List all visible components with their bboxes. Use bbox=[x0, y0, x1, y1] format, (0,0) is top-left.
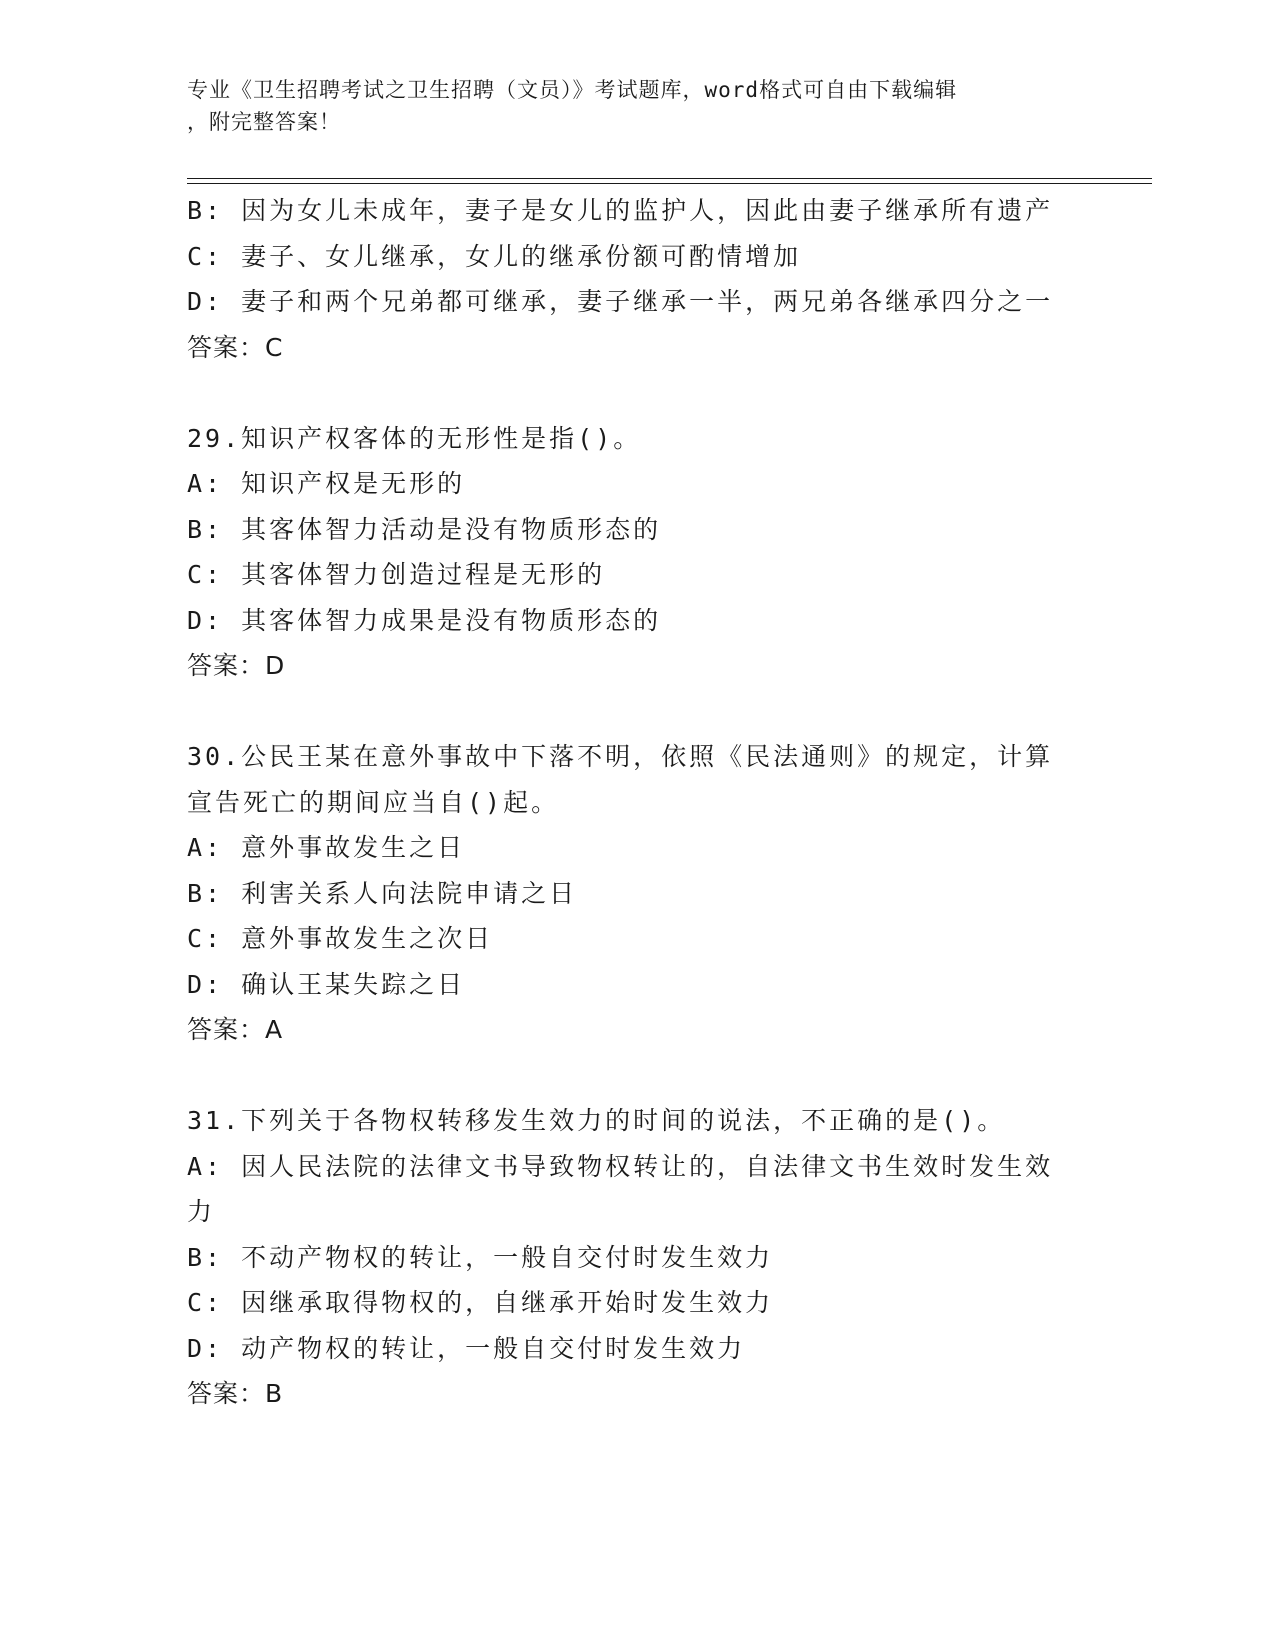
option-a-continued: 力 bbox=[187, 1197, 216, 1226]
question-29 bbox=[187, 416, 1087, 689]
question-stem-continued: 宣告死亡的期间应当自()起。 bbox=[187, 787, 560, 817]
option-c: C: 意外事故发生之次日 bbox=[187, 924, 494, 953]
question-stem: 31.下列关于各物权转移发生效力的时间的说法，不正确的是()。 bbox=[187, 1106, 1006, 1135]
option-b: B: 不动产物权的转让，一般自交付时发生效力 bbox=[187, 1242, 774, 1272]
option-b: B: 利害关系人向法院申请之日 bbox=[187, 878, 578, 908]
option-c: C: 因继承取得物权的，自继承开始时发生效力 bbox=[187, 1288, 774, 1317]
option-c: C: 妻子、女儿继承，女儿的继承份额可酌情增加 bbox=[187, 241, 802, 271]
option-d: D: 妻子和两个兄弟都可继承，妻子继承一半，两兄弟各继承四分之一 bbox=[187, 287, 1054, 316]
option-a: A: 知识产权是无形的 bbox=[187, 469, 466, 498]
header-rule-bottom bbox=[187, 183, 1152, 184]
option-d: D: 动产物权的转让，一般自交付时发生效力 bbox=[187, 1333, 746, 1363]
answer-line: 答案：A bbox=[187, 1015, 284, 1044]
answer-line: 答案：C bbox=[187, 332, 284, 362]
option-b: B: 因为女儿未成年，妻子是女儿的监护人，因此由妻子继承所有遗产 bbox=[187, 196, 1054, 225]
option-b: B: 其客体智力活动是没有物质形态的 bbox=[187, 514, 662, 544]
option-a: A: 因人民法院的法律文书导致物权转让的，自法律文书生效时发生效 bbox=[187, 1151, 1054, 1181]
question-30 bbox=[187, 734, 1087, 1053]
header-line-2: ，附完整答案！ bbox=[187, 110, 341, 134]
question-content bbox=[187, 188, 1087, 1417]
option-a: A: 意外事故发生之日 bbox=[187, 833, 466, 862]
spacer bbox=[187, 370, 1087, 416]
header-rule-top bbox=[187, 178, 1152, 179]
question-stem: 30.公民王某在意外事故中下落不明，依照《民法通则》的规定，计算 bbox=[187, 742, 1054, 771]
option-d: D: 其客体智力成果是没有物质形态的 bbox=[187, 605, 662, 635]
answer-line: 答案：D bbox=[187, 651, 286, 680]
answer-line: 答案：B bbox=[187, 1379, 284, 1408]
header-line-1: 专业《卫生招聘考试之卫生招聘（文员）》考试题库，word格式可自由下载编辑 bbox=[187, 78, 958, 102]
previous-question-tail bbox=[187, 188, 1087, 370]
question-stem: 29.知识产权客体的无形性是指()。 bbox=[187, 423, 642, 453]
question-31 bbox=[187, 1098, 1087, 1417]
option-d: D: 确认王某失踪之日 bbox=[187, 969, 466, 999]
page-header bbox=[187, 74, 1067, 138]
spacer bbox=[187, 689, 1087, 735]
spacer bbox=[187, 1053, 1087, 1099]
option-c: C: 其客体智力创造过程是无形的 bbox=[187, 560, 606, 589]
